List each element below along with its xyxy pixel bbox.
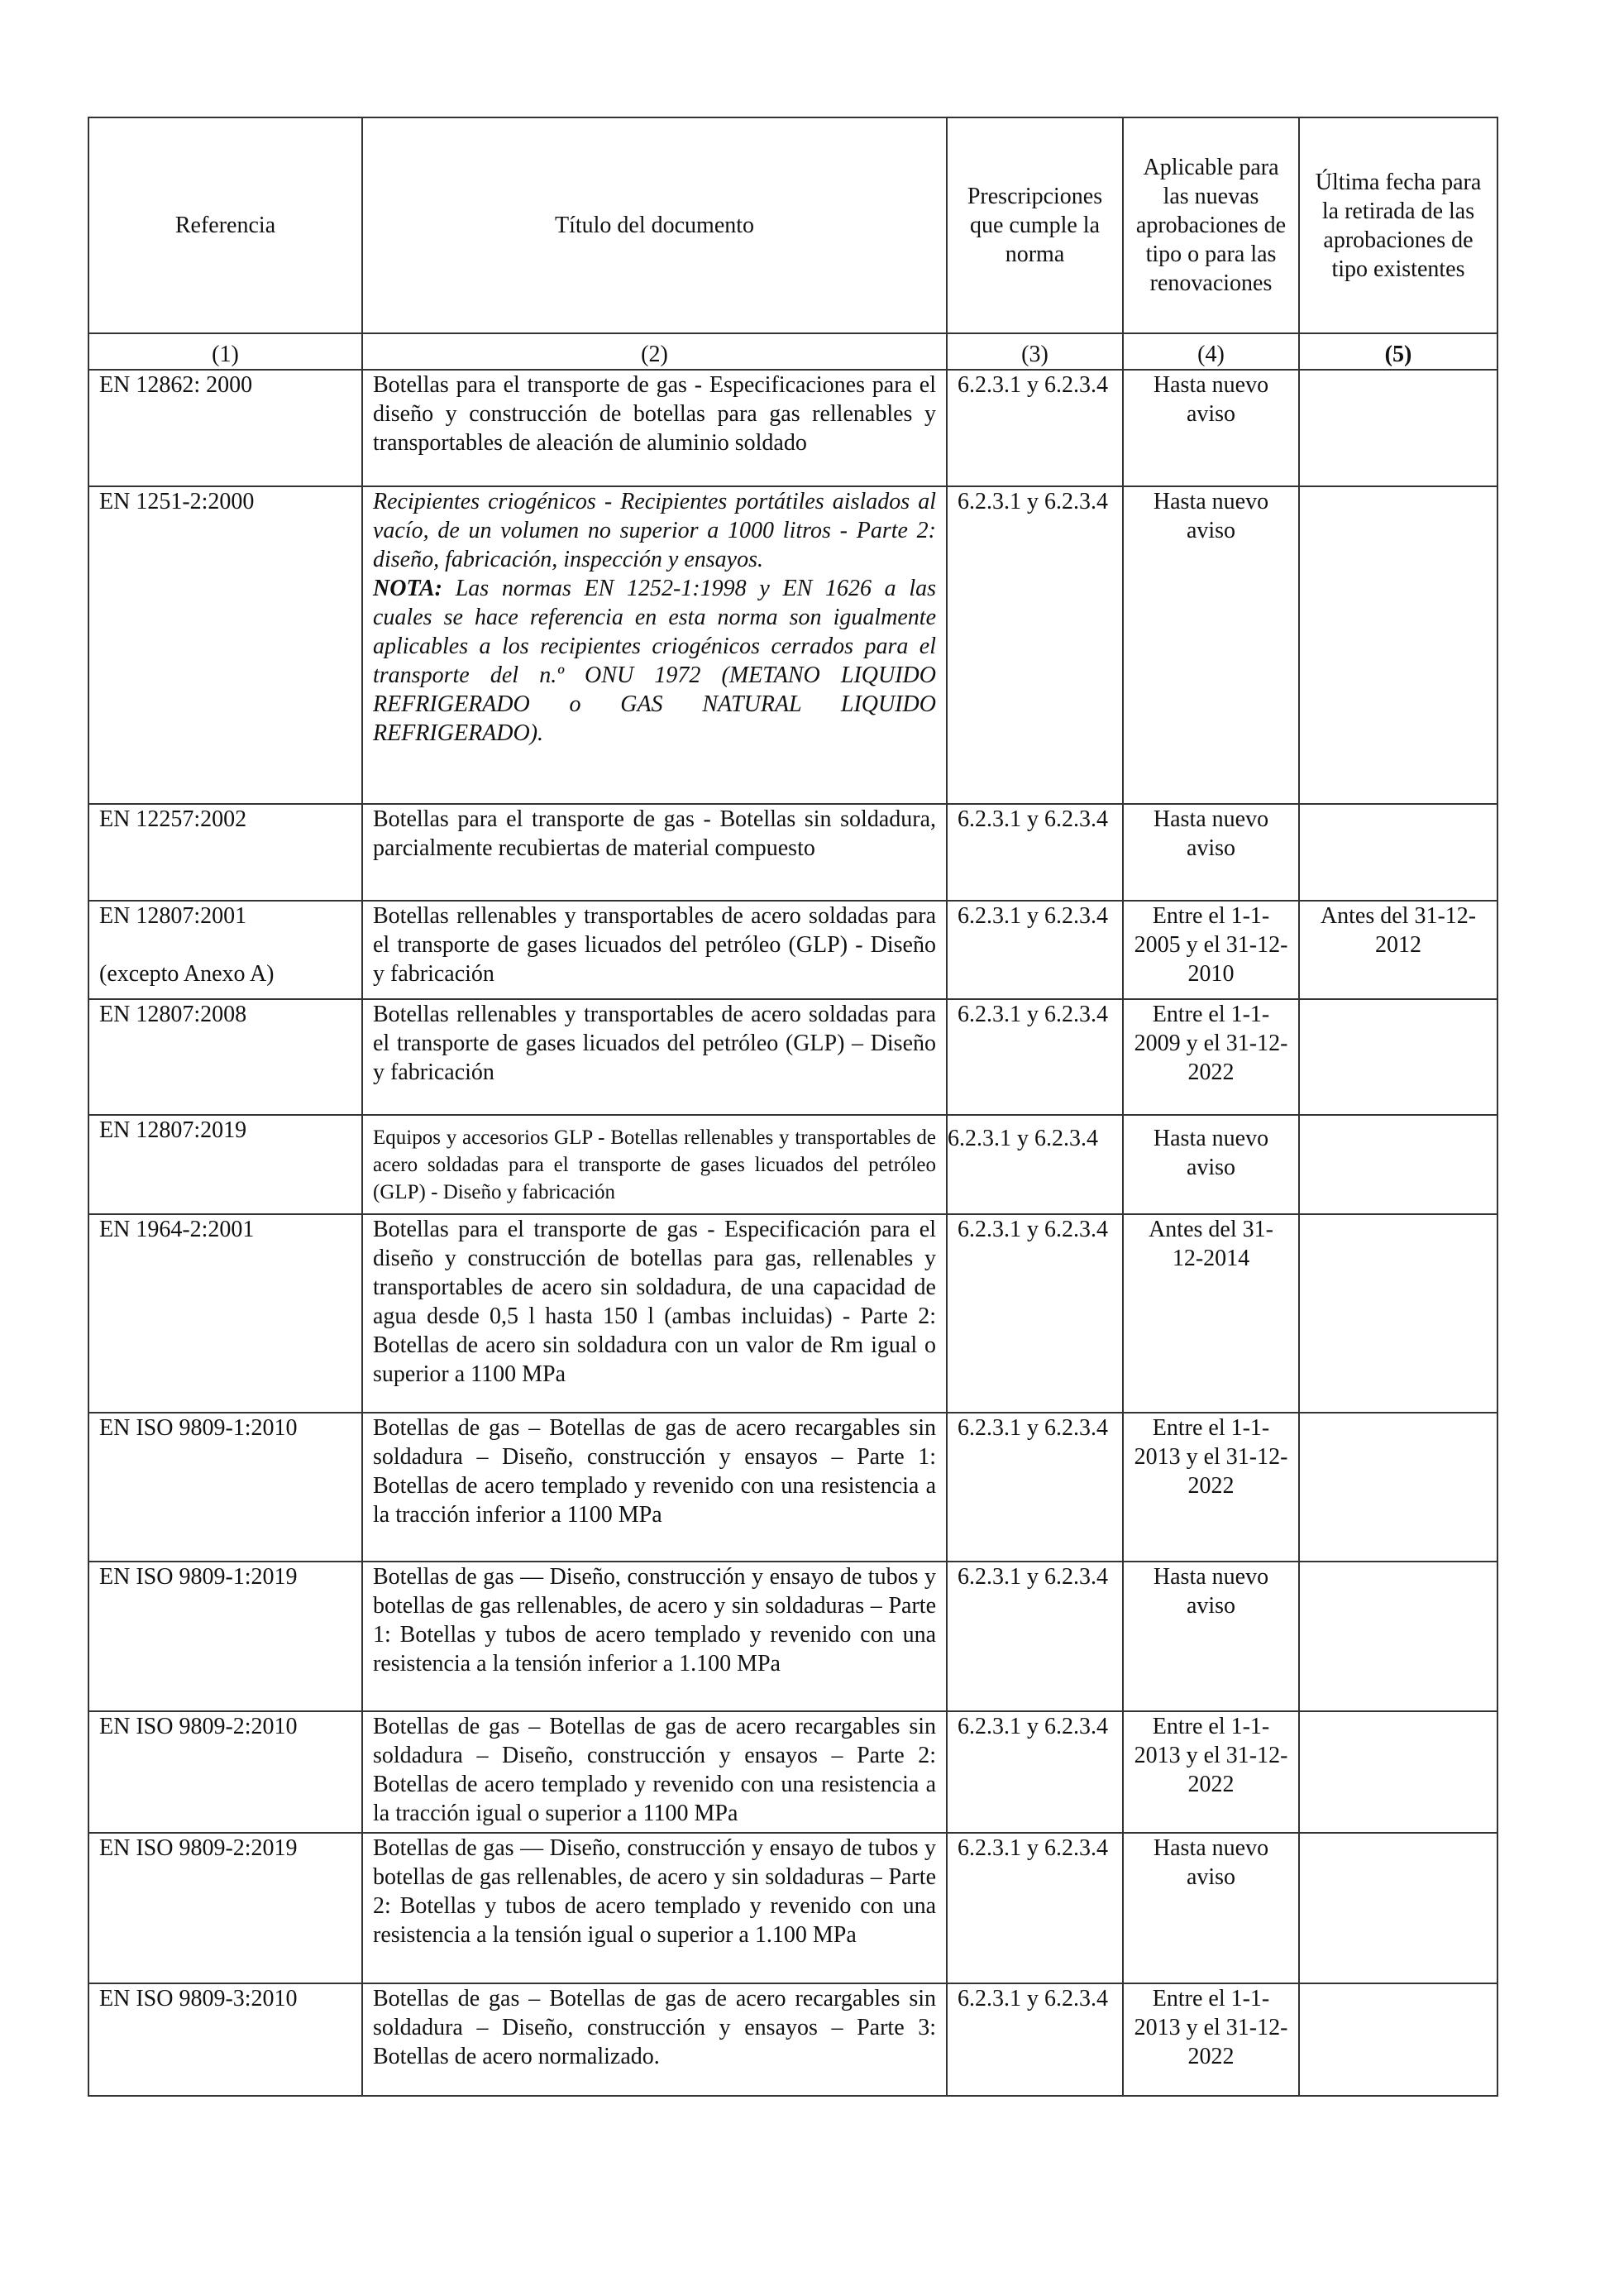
table-row: [88, 999, 1497, 1115]
withdrawal-date-cell: [1299, 1413, 1497, 1562]
requirements-cell: 6.2.3.1 y 6.2.3.4: [947, 901, 1123, 999]
requirements-cell: 6.2.3.1 y 6.2.3.4: [947, 999, 1123, 1115]
table-row: [88, 1562, 1497, 1711]
requirements-cell: 6.2.3.1 y 6.2.3.4: [947, 1115, 1123, 1214]
column-number-row: [88, 333, 1497, 370]
table-row: [88, 1833, 1497, 1983]
reference-cell: EN ISO 9809-1:2010: [88, 1413, 362, 1562]
reference-cell: EN 1251-2:2000: [88, 486, 362, 804]
note-text: Las normas EN 1252-1:1998 y EN 1626 a las cuales se hace referencia en esta norma son igualmente aplicables a los recipientes criogénicos cerrados para el transporte del n.º ONU 1972 (METANO LIQUIDO REFRIGERADO o GAS NATURAL LIQUIDO REFRIGERADO).: [373, 576, 936, 746]
withdrawal-date-cell: [1299, 1214, 1497, 1413]
document-title-cell: Botellas para el transporte de gas - Botellas sin soldadura, parcialmente recubiertas de material compuesto: [362, 804, 947, 901]
applicable-cell: Entre el 1-1-2013 y el 31-12-2022: [1123, 1413, 1299, 1562]
column-number: (5): [1299, 333, 1497, 370]
column-number: (3): [947, 333, 1123, 370]
document-title-cell: Botellas rellenables y transportables de acero soldadas para el transporte de gases licuados del petróleo (GLP) - Diseño y fabricación: [362, 901, 947, 999]
reference-cell: EN 12807:2008: [88, 999, 362, 1115]
applicable-cell: Entre el 1-1-2013 y el 31-12-2022: [1123, 1983, 1299, 2096]
document-title-cell: Botellas de gas — Diseño, construcción y ensayo de tubos y botellas de gas rellenables, de acero y sin soldaduras – Parte 1: Botellas y tubos de acero templado y revenido con una resistencia a la tensión inferior a 1.100 MPa: [362, 1562, 947, 1711]
reference-cell: EN 12807:2019: [88, 1115, 362, 1214]
withdrawal-date-cell: [1299, 1562, 1497, 1711]
applicable-cell: Entre el 1-1-2005 y el 31-12-2010: [1123, 901, 1299, 999]
table-row: [88, 1214, 1497, 1413]
applicable-cell: Hasta nuevo aviso: [1123, 370, 1299, 486]
requirements-cell: 6.2.3.1 y 6.2.3.4: [947, 804, 1123, 901]
table-row: [88, 1983, 1497, 2096]
document-title-cell: Botellas de gas – Botellas de gas de acero recargables sin soldadura – Diseño, construcción y ensayos – Parte 2: Botellas de acero templado y revenido con una resistencia a la tracción igual o superior a 1100 MPa: [362, 1711, 947, 1833]
column-number: (1): [88, 333, 362, 370]
document-title-cell: [362, 486, 947, 804]
requirements-cell: 6.2.3.1 y 6.2.3.4: [947, 1413, 1123, 1562]
applicable-cell: Hasta nuevo aviso: [1123, 1562, 1299, 1711]
table-row: [88, 901, 1497, 999]
reference-cell: EN ISO 9809-2:2010: [88, 1711, 362, 1833]
reference-cell: EN ISO 9809-2:2019: [88, 1833, 362, 1983]
withdrawal-date-cell: [1299, 1833, 1497, 1983]
requirements-cell: 6.2.3.1 y 6.2.3.4: [947, 370, 1123, 486]
requirements-cell: 6.2.3.1 y 6.2.3.4: [947, 1983, 1123, 2096]
note-label: NOTA:: [373, 576, 442, 601]
document-title-cell: Botellas de gas – Botellas de gas de acero recargables sin soldadura – Diseño, construcción y ensayos – Parte 1: Botellas de acero templado y revenido con una resistencia a la tracción inferior a 1100 MPa: [362, 1413, 947, 1562]
table-row: [88, 1413, 1497, 1562]
applicable-cell: Hasta nuevo aviso: [1123, 486, 1299, 804]
reference-note: (excepto Anexo A): [99, 961, 275, 987]
header-row: [88, 117, 1497, 333]
document-title-text: Recipientes criogénicos - Recipientes portátiles aislados al vacío, de un volumen no superior a 1000 litros - Parte 2: diseño, fabricación, inspección y ensayos.: [373, 489, 936, 572]
reference-cell: EN ISO 9809-3:2010: [88, 1983, 362, 2096]
requirements-cell: 6.2.3.1 y 6.2.3.4: [947, 1833, 1123, 1983]
table-row: [88, 1711, 1497, 1833]
applicable-cell: Hasta nuevo aviso: [1123, 804, 1299, 901]
column-number: (2): [362, 333, 947, 370]
withdrawal-date-cell: [1299, 804, 1497, 901]
applicable-cell: Antes del 31-12-2014: [1123, 1214, 1299, 1413]
applicable-cell: Entre el 1-1-2009 y el 31-12-2022: [1123, 999, 1299, 1115]
withdrawal-date-cell: [1299, 1711, 1497, 1833]
withdrawal-date-cell: [1299, 999, 1497, 1115]
document-title-cell: Botellas de gas – Botellas de gas de acero recargables sin soldadura – Diseño, construcción y ensayos – Parte 3: Botellas de acero normalizado.: [362, 1983, 947, 2096]
header-reference: Referencia: [88, 117, 362, 333]
withdrawal-date-cell: Antes del 31-12-2012: [1299, 901, 1497, 999]
reference-cell: EN 12257:2002: [88, 804, 362, 901]
table-row: [88, 486, 1497, 804]
document-title-cell: Botellas rellenables y transportables de acero soldadas para el transporte de gases licuados del petróleo (GLP) – Diseño y fabricación: [362, 999, 947, 1115]
document-title-cell: Botellas para el transporte de gas - Especificación para el diseño y construcción de botellas para gas, rellenables y transportables de acero sin soldadura, de una capacidad de agua desde 0,5 l hasta 150 l (ambas incluidas) - Parte 2: Botellas de acero sin soldadura con un valor de Rm igual o superior a 1100 MPa: [362, 1214, 947, 1413]
reference-cell: [88, 901, 362, 999]
requirements-cell: 6.2.3.1 y 6.2.3.4: [947, 486, 1123, 804]
requirements-cell: 6.2.3.1 y 6.2.3.4: [947, 1214, 1123, 1413]
requirements-cell: 6.2.3.1 y 6.2.3.4: [947, 1562, 1123, 1711]
reference-text: EN 12807:2001: [99, 903, 247, 929]
standards-table: [88, 117, 1498, 2097]
header-applicable: Aplicable para las nuevas aprobaciones de tipo o para las renovaciones: [1123, 117, 1299, 333]
withdrawal-date-cell: [1299, 486, 1497, 804]
requirements-cell: 6.2.3.1 y 6.2.3.4: [947, 1711, 1123, 1833]
document-title-cell: Botellas para el transporte de gas - Especificaciones para el diseño y construcción de botellas para gas rellenables y transportables de aleación de aluminio soldado: [362, 370, 947, 486]
reference-cell: EN ISO 9809-1:2019: [88, 1562, 362, 1711]
reference-cell: EN 1964-2:2001: [88, 1214, 362, 1413]
document-title-cell: Equipos y accesorios GLP - Botellas rellenables y transportables de acero soldadas para el transporte de gases licuados del petróleo (GLP) - Diseño y fabricación: [362, 1115, 947, 1214]
withdrawal-date-cell: [1299, 370, 1497, 486]
table-row: [88, 804, 1497, 901]
withdrawal-date-cell: [1299, 1983, 1497, 2096]
applicable-cell: Hasta nuevo aviso: [1123, 1115, 1299, 1214]
withdrawal-date-cell: [1299, 1115, 1497, 1214]
column-number: (4): [1123, 333, 1299, 370]
applicable-cell: Entre el 1-1-2013 y el 31-12-2022: [1123, 1711, 1299, 1833]
document-title-cell: Botellas de gas — Diseño, construcción y ensayo de tubos y botellas de gas rellenables, de acero y sin soldaduras – Parte 2: Botellas y tubos de acero templado y revenido con una resistencia a la tensión igual o superior a 1.100 MPa: [362, 1833, 947, 1983]
header-document-title: Título del documento: [362, 117, 947, 333]
header-requirements: Prescripciones que cumple la norma: [947, 117, 1123, 333]
applicable-cell: Hasta nuevo aviso: [1123, 1833, 1299, 1983]
reference-cell: EN 12862: 2000: [88, 370, 362, 486]
header-withdrawal-date: Última fecha para la retirada de las aprobaciones de tipo existentes: [1299, 117, 1497, 333]
table-row: [88, 370, 1497, 486]
table-row: [88, 1115, 1497, 1214]
